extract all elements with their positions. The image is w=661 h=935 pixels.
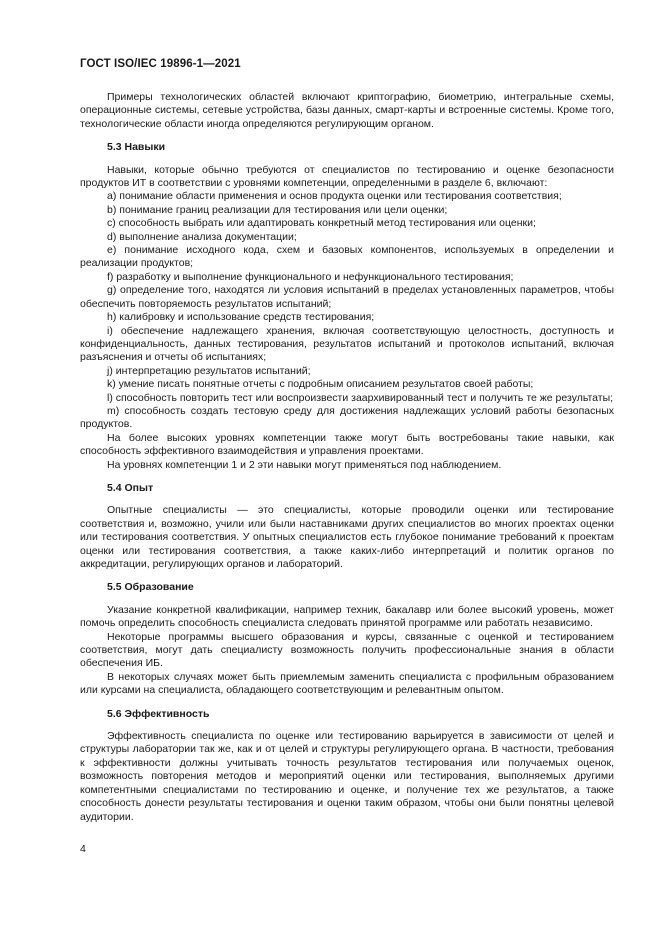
section-heading-5-5: 5.5 Образование <box>107 581 194 594</box>
list-item: f) разработку и выполнение функционального и нефункционального тестирования; <box>107 270 514 283</box>
section-heading-5-3: 5.3 Навыки <box>107 141 166 154</box>
list-item: e) понимание исходного кода, схем и базовых компонентов, используемых в определении и реализации продуктов; <box>80 244 614 270</box>
section-heading-5-6: 5.6 Эффективность <box>107 707 210 720</box>
list-item: a) понимание области применения и основ продукта оценки или тестирования соответствия; <box>107 190 562 203</box>
list-item: l) способность повторить тест или воспроизвести заархивированный тест и получить те же результаты; <box>107 391 614 404</box>
paragraph: В некоторых случаях может быть приемлемым заменить специалиста с профильным образованием или курсами на специалиста, обладающего соответствующим и релевантным опытом. <box>80 670 614 697</box>
list-item: k) умение писать понятные отчеты с подробным описанием результатов своей работы; <box>107 378 534 391</box>
list-item: c) способность выбрать или адаптировать конкретный метод тестирования или оценки; <box>107 217 536 230</box>
page-number: 4 <box>80 843 86 855</box>
list-item: m) способность создать тестовую среду для достижения надлежащих условий работы безопасных продуктов. <box>80 404 614 431</box>
paragraph: На уровнях компетенции 1 и 2 эти навыки могут применяться под наблюдением. <box>107 458 502 471</box>
list-item: h) калибровку и использование средств тестирования; <box>107 311 375 324</box>
list-item: b) понимание границ реализации для тестирования или цели оценки; <box>107 203 448 216</box>
list-item: j) интерпретацию результатов испытаний; <box>107 364 311 377</box>
list-item: d) выполнение анализа документации; <box>107 230 297 243</box>
document-body <box>80 91 614 824</box>
paragraph: Указание конкретной квалификации, например техник, бакалавр или более высокий уровень, может помочь определить способность специалиста следовать принятой программе или работать независимо. <box>80 603 614 630</box>
list-item: g) определение того, находятся ли условия испытаний в пределах установленных параметров, чтобы обеспечить повторяемость результатов испытаний; <box>80 284 614 310</box>
paragraph: Опытные специалисты — это специалисты, которые проводили оценки или тестирование соответствия и, возможно, учили или были наставниками других специалистов во многих проектах оценки или тестирования соответствия. У опытных специалистов есть глубокое понимание требований к проектам оценки или тестирования соответствия, а также каких-либо интерпретаций и политик органов по аккредитации, регулирующих органов и лабораторий. <box>80 504 614 570</box>
paragraph: Эффективность специалиста по оценке или тестированию варьируется в зависимости от целей и структуры лаборатории так же, как и от целей и структуры регулирующего органа. В частности, требования к эффективности должны учитывать точность результатов тестирования или получаемых оценок, возможность повторения методов и мероприятий оценки или тестирования, выполняемых другими компетентными специалистами по тестированию и оценке, и получение тех же результатов, а также способность донести результаты тестирования и оценки таким образом, чтобы они были понятны целевой аудитории. <box>80 730 614 823</box>
list-item: i) обеспечение надлежащего хранения, включая соответствующую целостность, доступность и конфиденциальность, данных тестирования, результатов испытаний и протоколов испытаний, включая разъяснения и отчеты об испытаниях; <box>80 324 614 364</box>
paragraph: На более высоких уровнях компетенции также могут быть востребованы такие навыки, как способность эффективного взаимодействия и управления проектами. <box>80 431 614 458</box>
paragraph: Примеры технологических областей включают криптографию, биометрию, интегральные схемы, операционные системы, сетевые устройства, базы данных, смарт-карты и встроенные системы. Кроме того, технологические области иногда определяются регулирующим органом. <box>80 91 614 130</box>
section-heading-5-4: 5.4 Опыт <box>107 481 154 494</box>
paragraph: Некоторые программы высшего образования и курсы, связанные с оценкой и тестированием соответствия, могут дать специалисту возможность получить профессиональные знания в области обеспечения ИБ. <box>80 630 614 670</box>
document-header: ГОСТ ISO/IEC 19896-1—2021 <box>80 58 241 70</box>
paragraph: Навыки, которые обычно требуются от специалистов по тестированию и оценке безопасности продуктов ИТ в соответствии с уровнями компетенции, определенными в разделе 6, включают: <box>80 163 614 190</box>
